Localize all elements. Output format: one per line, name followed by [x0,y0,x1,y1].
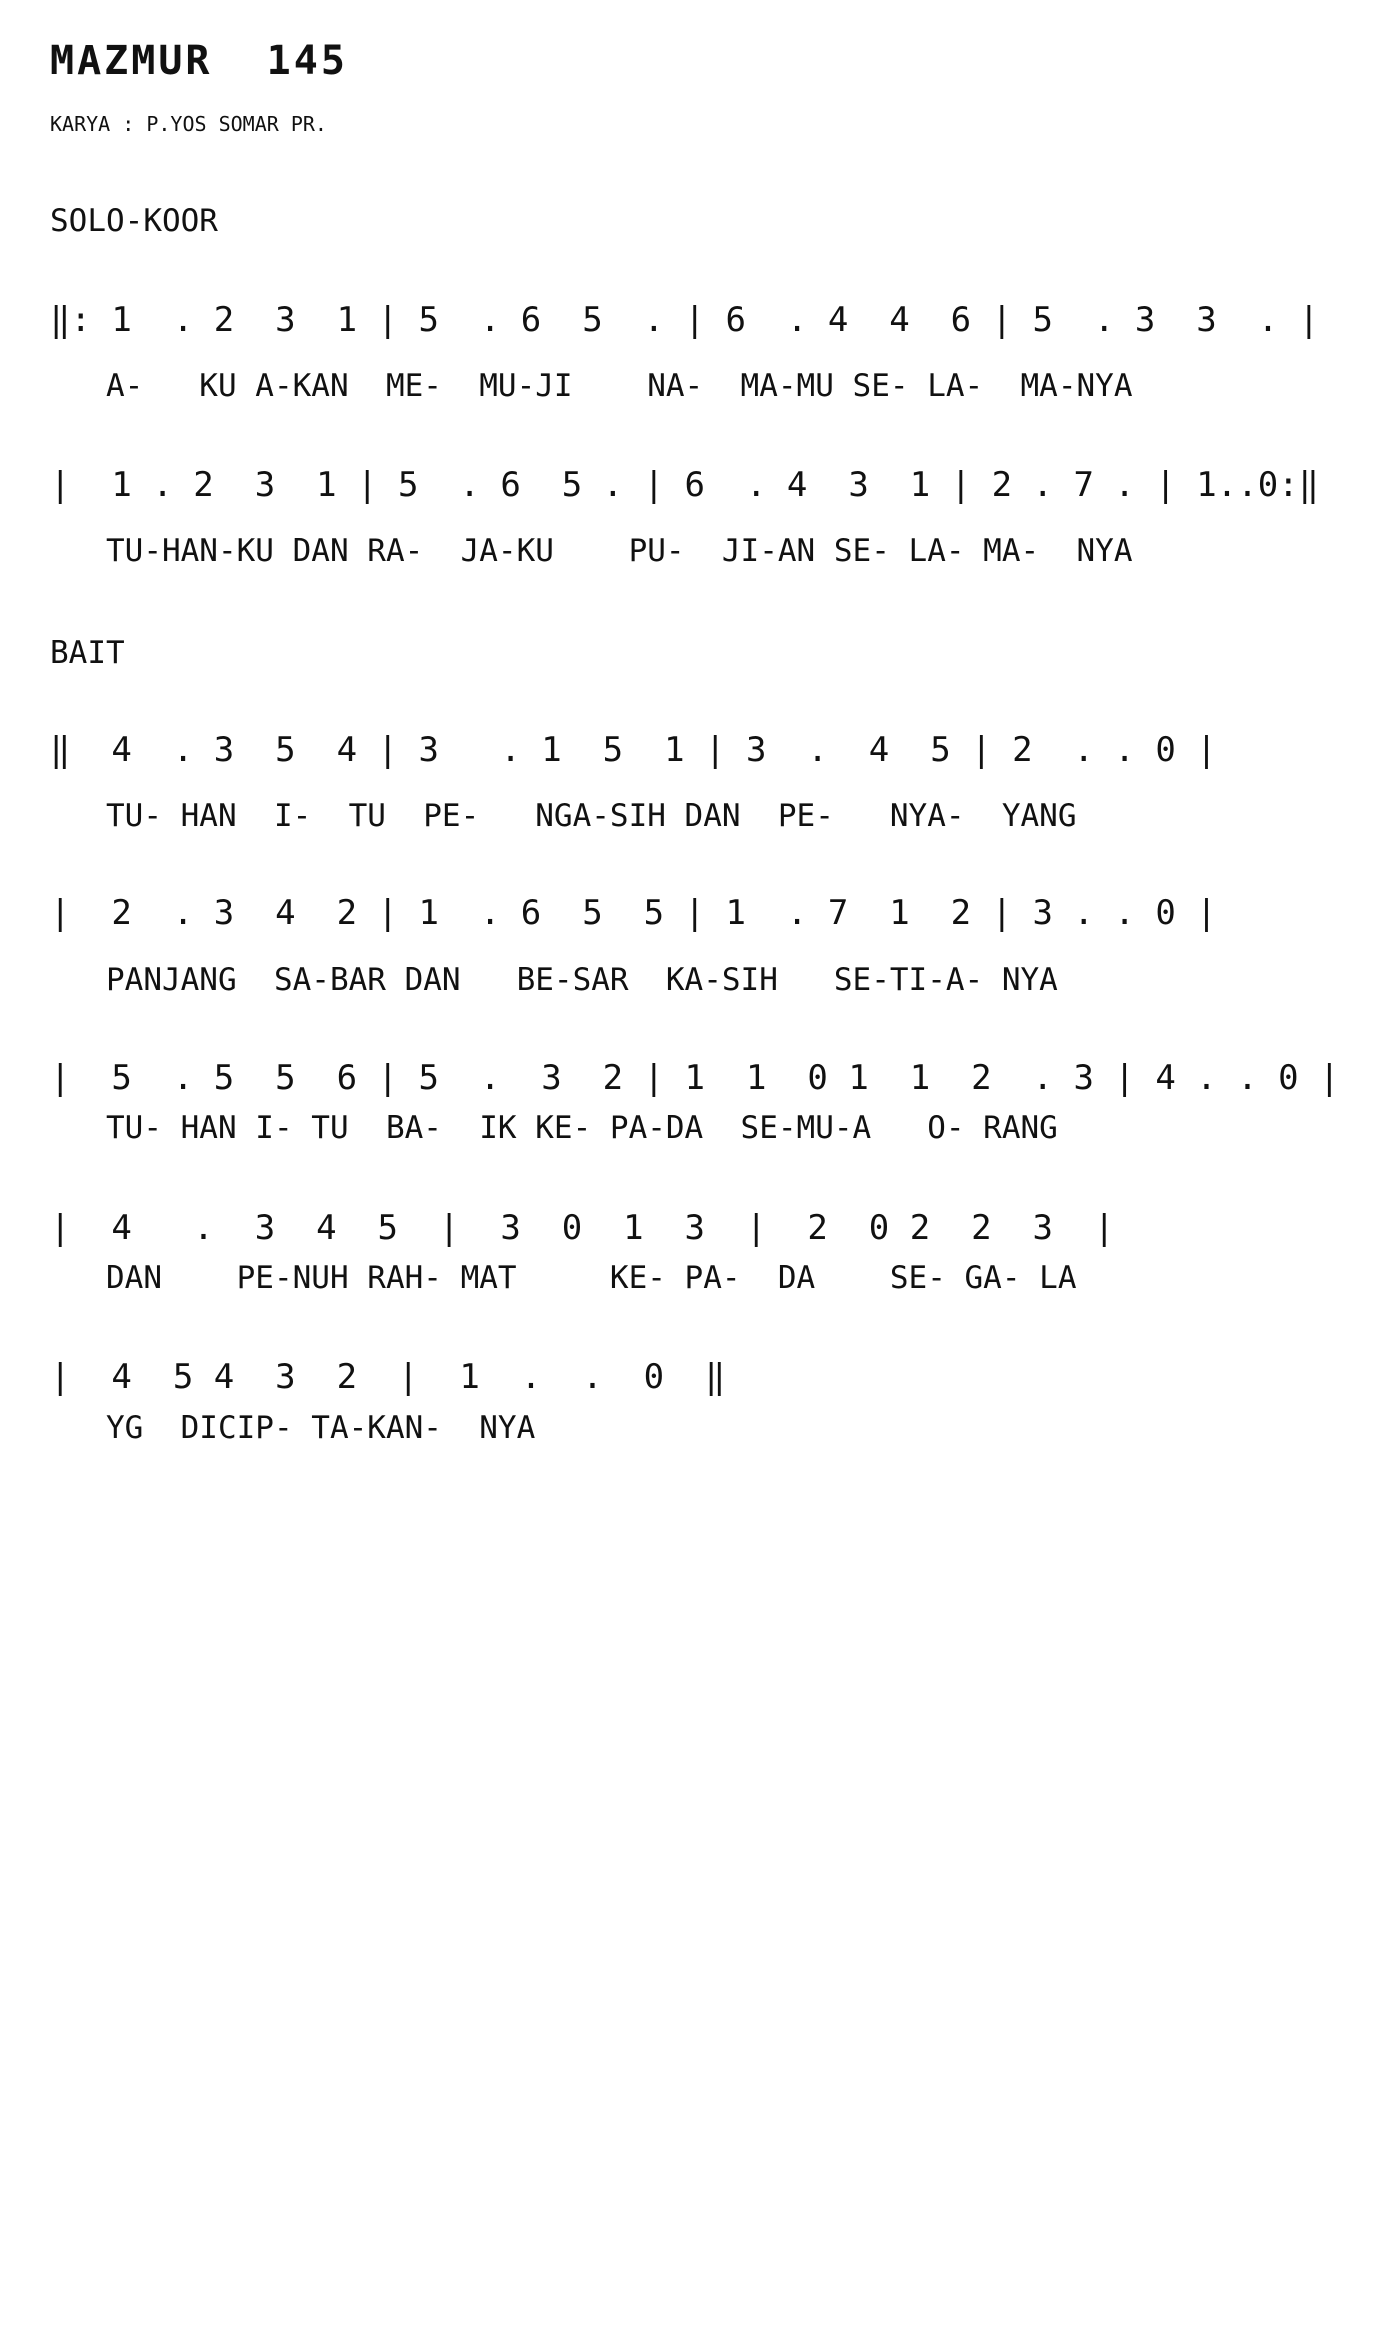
lyrics-line: TU- HAN I- TU BA- IK KE- PA-DA SE-MU-A O- RANG [50,1110,1058,1146]
notation-line: | 5 . 5 5 6 | 5 . 3 2 | 1 1 0 1 1 2 . 3 | 4 . . 0 | [50,1058,1340,1098]
notation-line: | 4 5 4 3 2 | 1 . . 0 ‖ [50,1357,726,1397]
lyrics-line: TU-HAN-KU DAN RA- JA-KU PU- JI-AN SE- LA- MA- NYA [50,533,1133,569]
notation-line: | 1 . 2 3 1 | 5 . 6 5 . | 6 . 4 3 1 | 2 . 7 . | 1..0:‖ [50,465,1320,505]
section-label-solo-koor: SOLO-KOOR [50,203,218,239]
lyrics-line: TU- HAN I- TU PE- NGA-SIH DAN PE- NYA- YANG [50,798,1077,834]
song-title: MAZMUR 145 [50,38,348,84]
section-label-bait: BAIT [50,635,125,671]
notation-line: | 2 . 3 4 2 | 1 . 6 5 5 | 1 . 7 1 2 | 3 . . 0 | [50,893,1217,933]
notation-line: ‖: 1 . 2 3 1 | 5 . 6 5 . | 6 . 4 4 6 | 5 . 3 3 . | [50,300,1320,340]
lyrics-line: YG DICIP- TA-KAN- NYA [50,1410,536,1446]
notation-line: ‖ 4 . 3 5 4 | 3 . 1 5 1 | 3 . 4 5 | 2 . . 0 | [50,730,1217,770]
lyrics-line: DAN PE-NUH RAH- MAT KE- PA- DA SE- GA- LA [50,1260,1077,1296]
notation-line: | 4 . 3 4 5 | 3 0 1 3 | 2 0 2 2 3 | [50,1208,1115,1248]
composer-credit: KARYA : P.YOS SOMAR PR. [50,112,327,136]
lyrics-line: PANJANG SA-BAR DAN BE-SAR KA-SIH SE-TI-A- NYA [50,962,1058,998]
lyrics-line: A- KU A-KAN ME- MU-JI NA- MA-MU SE- LA- MA-NYA [50,368,1133,404]
